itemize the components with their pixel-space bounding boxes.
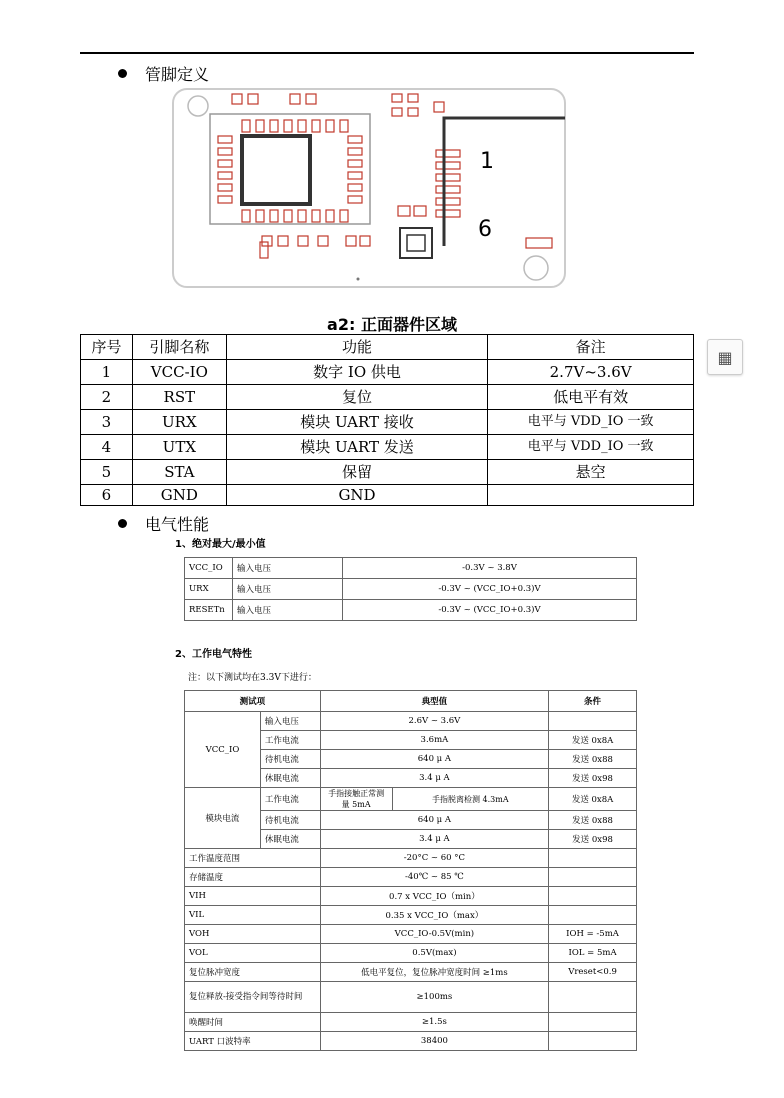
cell (549, 868, 637, 887)
cell: 3.4 μ A (320, 830, 548, 849)
bullet-icon (118, 519, 127, 528)
table-row (81, 360, 694, 385)
table-row (185, 963, 637, 982)
cell: 复位 (226, 385, 487, 410)
figure-caption: a2: 正面器件区域 (327, 315, 457, 334)
abs-max-title: 1、绝对最大/最小值 (175, 539, 266, 550)
table-row (185, 579, 637, 600)
table-row (185, 868, 637, 887)
cell: 待机电流 (260, 750, 320, 769)
cell: 输入电压 (233, 600, 343, 621)
cell: URX (185, 579, 233, 600)
cell: -0.3V ~ (VCC_IO+0.3)V (343, 579, 637, 600)
cell: GND (132, 485, 226, 506)
cell: 数字 IO 供电 (226, 360, 487, 385)
cell: 640 μ A (320, 811, 548, 830)
cell (549, 849, 637, 868)
table-row (185, 712, 637, 731)
cell: GND (226, 485, 487, 506)
cell: 3 (81, 410, 133, 435)
cell: 2 (81, 385, 133, 410)
group-label: 模块电流 (185, 788, 261, 849)
cell: VIL (185, 906, 321, 925)
table-icon[interactable]: ▦ (707, 339, 743, 375)
header-cell: 测试项 (185, 691, 321, 712)
cell: 电平与 VDD_IO 一致 (488, 435, 694, 460)
section-pin-definition (118, 62, 209, 85)
cell: 640 μ A (320, 750, 548, 769)
cell: UTX (132, 435, 226, 460)
cell: RESETn (185, 600, 233, 621)
cell: 发送 0x98 (549, 769, 637, 788)
cell: RST (132, 385, 226, 410)
cell: 工作电流 (260, 731, 320, 750)
cell: 工作温度范围 (185, 849, 321, 868)
cell (549, 1013, 637, 1032)
header-cell: 备注 (488, 335, 694, 360)
table-row (185, 1013, 637, 1032)
cell: -0.3V ~ 3.8V (343, 558, 637, 579)
cell: 0.35 x VCC_IO（max） (320, 906, 548, 925)
table-row (185, 600, 637, 621)
cell: 复位释放-接受指令间等待时间 (185, 982, 321, 1013)
table-row (185, 925, 637, 944)
table-row (185, 906, 637, 925)
bullet-icon (118, 69, 127, 78)
cell: 输入电压 (233, 558, 343, 579)
cell: 唤醒时间 (185, 1013, 321, 1032)
cell: -40℃ ~ 85 ℃ (320, 868, 548, 887)
table-row (185, 982, 637, 1013)
group-label: VCC_IO (185, 712, 261, 788)
cell: 休眠电流 (260, 830, 320, 849)
table-header-row (81, 335, 694, 360)
table-row (185, 788, 637, 811)
cell: 手指接触正常测量 5mA (320, 788, 392, 811)
cell: 发送 0x8A (549, 731, 637, 750)
electrical-table (184, 690, 637, 1051)
cell: VCC_IO (185, 558, 233, 579)
cell: Vreset<0.9 (549, 963, 637, 982)
header-cell: 条件 (549, 691, 637, 712)
cell: 悬空 (488, 460, 694, 485)
cell: 2.7V~3.6V (488, 360, 694, 385)
pin6-label: 6 (478, 217, 492, 242)
cell: VCC-IO (132, 360, 226, 385)
cell: VCC_IO-0.5V(min) (320, 925, 548, 944)
cell: VIH (185, 887, 321, 906)
cell: 3.6mA (320, 731, 548, 750)
cell: 1 (81, 360, 133, 385)
cell: VOH (185, 925, 321, 944)
cell: 工作电流 (260, 788, 320, 811)
cell: 5 (81, 460, 133, 485)
cell: 6 (81, 485, 133, 506)
cell: URX (132, 410, 226, 435)
table-header-row (185, 691, 637, 712)
cell (549, 712, 637, 731)
cell (549, 1032, 637, 1051)
test-note: 注：以下测试均在3.3V下进行： (188, 673, 317, 683)
cell: 保留 (226, 460, 487, 485)
cell: 发送 0x8A (549, 788, 637, 811)
table-row (81, 460, 694, 485)
cell: 4 (81, 435, 133, 460)
cell: 发送 0x88 (549, 750, 637, 769)
cell (549, 906, 637, 925)
cell: IOH = -5mA (549, 925, 637, 944)
header-cell: 引脚名称 (132, 335, 226, 360)
header-cell: 序号 (81, 335, 133, 360)
cell: STA (132, 460, 226, 485)
header-rule (80, 52, 694, 54)
section-electrical (118, 512, 209, 535)
cell: 待机电流 (260, 811, 320, 830)
section-title: 电气性能 (145, 515, 210, 534)
section-title: 管脚定义 (145, 65, 210, 84)
table-row (185, 558, 637, 579)
cell: 存储温度 (185, 868, 321, 887)
header-cell: 典型值 (320, 691, 548, 712)
abs-max-table (184, 557, 637, 621)
cell: 低电平复位，复位脉冲宽度时间 ≥1ms (320, 963, 548, 982)
cell: VOL (185, 944, 321, 963)
cell: 手指脱离检测 4.3mA (392, 788, 549, 811)
cell (488, 485, 694, 506)
cell: 电平与 VDD_IO 一致 (488, 410, 694, 435)
cell: 模块 UART 接收 (226, 410, 487, 435)
table-row (81, 435, 694, 460)
cell: -20°C ~ 60 °C (320, 849, 548, 868)
cell: 发送 0x88 (549, 811, 637, 830)
cell: 低电平有效 (488, 385, 694, 410)
cell: 2.6V ~ 3.6V (320, 712, 548, 731)
table-row (185, 887, 637, 906)
table-row (81, 485, 694, 506)
cell: 3.4 μ A (320, 769, 548, 788)
table-row (81, 410, 694, 435)
cell: 复位脉冲宽度 (185, 963, 321, 982)
cell (549, 887, 637, 906)
table-row (185, 944, 637, 963)
cell: 输入电压 (233, 579, 343, 600)
cell: 休眠电流 (260, 769, 320, 788)
table-row (81, 385, 694, 410)
table-row (185, 849, 637, 868)
cell: 0.7 x VCC_IO（min） (320, 887, 548, 906)
header-cell: 功能 (226, 335, 487, 360)
cell: 0.5V(max) (320, 944, 548, 963)
cell: IOL = 5mA (549, 944, 637, 963)
cell: ≥1.5s (320, 1013, 548, 1032)
pcb-front-diagram (170, 86, 568, 292)
cell: -0.3V ~ (VCC_IO+0.3)V (343, 600, 637, 621)
cell: 发送 0x98 (549, 830, 637, 849)
cell: 38400 (320, 1032, 548, 1051)
cell: 输入电压 (260, 712, 320, 731)
table-row (185, 1032, 637, 1051)
cell: UART 口波特率 (185, 1032, 321, 1051)
cell: 模块 UART 发送 (226, 435, 487, 460)
cell: ≥100ms (320, 982, 548, 1013)
cell (549, 982, 637, 1013)
pin1-label: 1 (480, 149, 494, 174)
pin-definition-table (80, 334, 694, 506)
electrical-title: 2、工作电气特性 (175, 649, 252, 660)
